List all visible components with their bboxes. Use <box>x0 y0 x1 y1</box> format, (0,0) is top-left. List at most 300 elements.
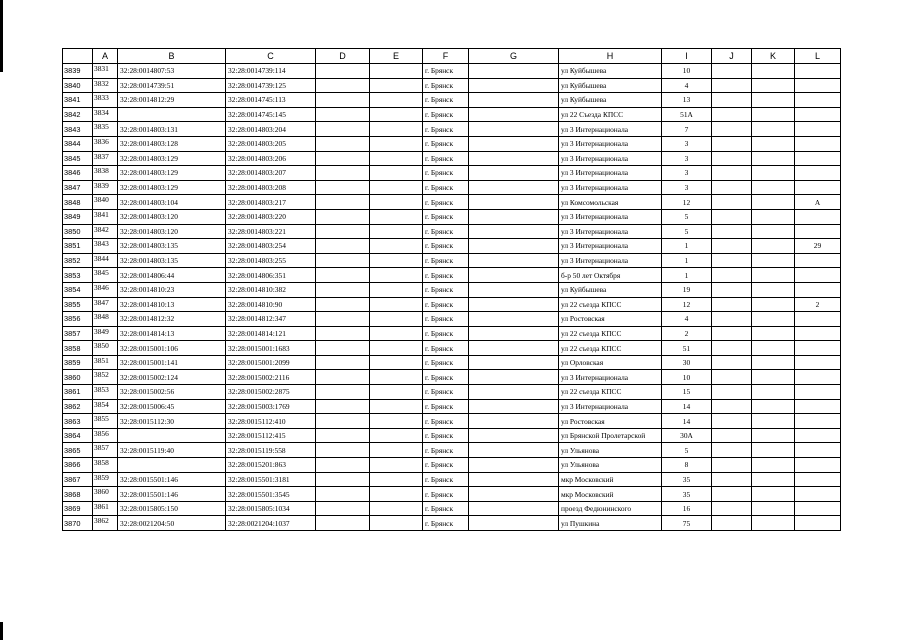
cell-j <box>712 209 752 224</box>
cell-j <box>712 78 752 93</box>
cell-l <box>795 399 841 414</box>
cell-k <box>752 122 795 137</box>
cell-a: 3848 <box>93 312 118 327</box>
cell-c-cadastral-number: 32:28:0014810:382 <box>226 282 316 297</box>
cell-i-house-number: 3 <box>662 166 712 181</box>
table-row <box>63 239 841 254</box>
table-row <box>63 458 841 473</box>
cell-j <box>712 458 752 473</box>
cell-f-city: г. Брянск <box>423 355 469 370</box>
cell-d <box>316 122 370 137</box>
cell-b-cadastral-number: 32:28:0014803:120 <box>118 209 226 224</box>
cell-d <box>316 385 370 400</box>
cell-h-street: ул Куйбышева <box>559 282 662 297</box>
cell-e <box>370 122 423 137</box>
cell-f-city: г. Брянск <box>423 428 469 443</box>
cell-g <box>469 341 559 356</box>
cell-a: 3834 <box>93 107 118 122</box>
cell-l <box>795 341 841 356</box>
row-number: 3844 <box>63 136 93 151</box>
cell-l <box>795 224 841 239</box>
cell-a: 3846 <box>93 282 118 297</box>
cell-j <box>712 355 752 370</box>
cell-k <box>752 472 795 487</box>
cell-a: 3837 <box>93 151 118 166</box>
cell-f-city: г. Брянск <box>423 341 469 356</box>
cell-k <box>752 180 795 195</box>
cell-d <box>316 355 370 370</box>
cell-e <box>370 107 423 122</box>
cell-h-street: ул 22 съезда КПСС <box>559 385 662 400</box>
cell-l <box>795 428 841 443</box>
cell-f-city: г. Брянск <box>423 501 469 516</box>
cell-i-house-number: 5 <box>662 209 712 224</box>
cell-i-house-number: 3 <box>662 151 712 166</box>
cell-c-cadastral-number: 32:28:0015112:410 <box>226 414 316 429</box>
cell-g <box>469 414 559 429</box>
cell-g <box>469 472 559 487</box>
cell-g <box>469 180 559 195</box>
cell-l <box>795 326 841 341</box>
cell-a: 3833 <box>93 93 118 108</box>
table-row <box>63 195 841 210</box>
cell-g <box>469 399 559 414</box>
row-number: 3858 <box>63 341 93 356</box>
cell-g <box>469 487 559 502</box>
cell-d <box>316 136 370 151</box>
cell-c-cadastral-number: 32:28:0014745:145 <box>226 107 316 122</box>
row-number: 3867 <box>63 472 93 487</box>
cell-d <box>316 443 370 458</box>
table-row <box>63 166 841 181</box>
cell-g <box>469 370 559 385</box>
cell-j <box>712 385 752 400</box>
cell-f-city: г. Брянск <box>423 312 469 327</box>
cell-i-house-number: 30А <box>662 428 712 443</box>
cell-i-house-number: 13 <box>662 93 712 108</box>
cell-a: 3843 <box>93 239 118 254</box>
column-header: J <box>712 49 752 64</box>
cell-c-cadastral-number: 32:28:0015003:1769 <box>226 399 316 414</box>
cell-b-cadastral-number: 32:28:0014803:135 <box>118 253 226 268</box>
cell-d <box>316 370 370 385</box>
cell-h-street: ул 3 Интернационала <box>559 166 662 181</box>
cell-f-city: г. Брянск <box>423 93 469 108</box>
cell-f-city: г. Брянск <box>423 136 469 151</box>
cell-d <box>316 93 370 108</box>
cell-e <box>370 312 423 327</box>
cell-l <box>795 209 841 224</box>
cell-h-street: ул 3 Интернационала <box>559 399 662 414</box>
cell-i-house-number: 5 <box>662 443 712 458</box>
cell-d <box>316 107 370 122</box>
cell-d <box>316 151 370 166</box>
cell-b-cadastral-number: 32:28:0014739:51 <box>118 78 226 93</box>
cell-h-street: ул Ульянова <box>559 458 662 473</box>
cell-c-cadastral-number: 32:28:0015501:3181 <box>226 472 316 487</box>
cell-d <box>316 297 370 312</box>
cell-d <box>316 239 370 254</box>
cell-k <box>752 195 795 210</box>
cell-e <box>370 224 423 239</box>
column-header: C <box>226 49 316 64</box>
cell-d <box>316 180 370 195</box>
cell-b-cadastral-number: 32:28:0014803:120 <box>118 224 226 239</box>
row-number: 3851 <box>63 239 93 254</box>
cell-e <box>370 516 423 531</box>
cell-h-street: ул 3 Интернационала <box>559 224 662 239</box>
cell-i-house-number: 14 <box>662 399 712 414</box>
row-number: 3870 <box>63 516 93 531</box>
cell-a: 3849 <box>93 326 118 341</box>
row-number: 3842 <box>63 107 93 122</box>
cell-d <box>316 458 370 473</box>
table-row <box>63 414 841 429</box>
cell-f-city: г. Брянск <box>423 122 469 137</box>
cell-c-cadastral-number: 32:28:0015001:2099 <box>226 355 316 370</box>
table-row <box>63 64 841 79</box>
cell-i-house-number: 35 <box>662 472 712 487</box>
row-number: 3856 <box>63 312 93 327</box>
cell-k <box>752 443 795 458</box>
cell-c-cadastral-number: 32:28:0014806:351 <box>226 268 316 283</box>
cell-i-house-number: 30 <box>662 355 712 370</box>
cell-j <box>712 151 752 166</box>
cell-i-house-number: 10 <box>662 64 712 79</box>
cell-d <box>316 399 370 414</box>
row-number: 3869 <box>63 501 93 516</box>
cell-e <box>370 180 423 195</box>
cell-k <box>752 282 795 297</box>
cell-h-street: ул 22 съезда КПСС <box>559 341 662 356</box>
cell-l <box>795 385 841 400</box>
cell-c-cadastral-number: 32:28:0015112:415 <box>226 428 316 443</box>
cell-h-street: ул Куйбышева <box>559 78 662 93</box>
cell-c-cadastral-number: 32:28:0014803:217 <box>226 195 316 210</box>
cell-b-cadastral-number: 32:28:0014812:29 <box>118 93 226 108</box>
cell-f-city: г. Брянск <box>423 326 469 341</box>
cell-c-cadastral-number: 32:28:0014803:208 <box>226 180 316 195</box>
cell-a: 3841 <box>93 209 118 224</box>
cell-g <box>469 385 559 400</box>
cell-e <box>370 282 423 297</box>
table-row <box>63 209 841 224</box>
column-header: G <box>469 49 559 64</box>
cell-b-cadastral-number <box>118 107 226 122</box>
cell-h-street: мкр Московский <box>559 472 662 487</box>
row-number: 3855 <box>63 297 93 312</box>
cell-l <box>795 501 841 516</box>
cell-f-city: г. Брянск <box>423 166 469 181</box>
cell-c-cadastral-number: 32:28:0014803:221 <box>226 224 316 239</box>
cell-g <box>469 282 559 297</box>
cell-e <box>370 64 423 79</box>
cell-j <box>712 399 752 414</box>
cell-g <box>469 151 559 166</box>
table-row <box>63 151 841 166</box>
cell-d <box>316 414 370 429</box>
cell-h-street: проезд Федюнинского <box>559 501 662 516</box>
table-row <box>63 253 841 268</box>
row-number: 3845 <box>63 151 93 166</box>
cell-a: 3832 <box>93 78 118 93</box>
cell-b-cadastral-number: 32:28:0014810:23 <box>118 282 226 297</box>
cell-k <box>752 428 795 443</box>
cell-e <box>370 501 423 516</box>
row-number: 3864 <box>63 428 93 443</box>
cell-g <box>469 136 559 151</box>
cell-f-city: г. Брянск <box>423 472 469 487</box>
cell-i-house-number: 4 <box>662 312 712 327</box>
cell-b-cadastral-number: 32:28:0014812:32 <box>118 312 226 327</box>
cell-e <box>370 487 423 502</box>
cell-d <box>316 166 370 181</box>
cell-f-city: г. Брянск <box>423 64 469 79</box>
table-row <box>63 224 841 239</box>
row-number: 3862 <box>63 399 93 414</box>
cell-e <box>370 326 423 341</box>
row-number: 3861 <box>63 385 93 400</box>
cell-i-house-number: 1 <box>662 268 712 283</box>
cell-d <box>316 224 370 239</box>
cell-j <box>712 501 752 516</box>
cell-l <box>795 64 841 79</box>
cell-f-city: г. Брянск <box>423 399 469 414</box>
cell-h-street: ул 3 Интернационала <box>559 370 662 385</box>
row-number: 3849 <box>63 209 93 224</box>
cell-a: 3835 <box>93 122 118 137</box>
cell-l <box>795 78 841 93</box>
column-header: I <box>662 49 712 64</box>
cell-k <box>752 239 795 254</box>
cell-k <box>752 385 795 400</box>
cell-h-street: ул 3 Интернационала <box>559 180 662 195</box>
cell-k <box>752 78 795 93</box>
cell-c-cadastral-number: 32:28:0021204:1037 <box>226 516 316 531</box>
cell-j <box>712 370 752 385</box>
cell-f-city: г. Брянск <box>423 282 469 297</box>
cell-k <box>752 209 795 224</box>
cell-c-cadastral-number: 32:28:0014812:347 <box>226 312 316 327</box>
row-number: 3846 <box>63 166 93 181</box>
cell-f-city: г. Брянск <box>423 385 469 400</box>
cell-f-city: г. Брянск <box>423 487 469 502</box>
cell-d <box>316 209 370 224</box>
cell-a: 3831 <box>93 64 118 79</box>
cell-j <box>712 136 752 151</box>
cell-h-street: ул Орловская <box>559 355 662 370</box>
cell-h-street: ул 3 Интернационала <box>559 136 662 151</box>
cell-j <box>712 224 752 239</box>
cell-g <box>469 93 559 108</box>
cell-a: 3839 <box>93 180 118 195</box>
cell-a: 3851 <box>93 355 118 370</box>
scan-edge-mark-bottom <box>0 622 3 640</box>
table-row <box>63 78 841 93</box>
table-row <box>63 282 841 297</box>
cell-b-cadastral-number: 32:28:0015501:146 <box>118 487 226 502</box>
row-number: 3865 <box>63 443 93 458</box>
cell-b-cadastral-number: 32:28:0015002:56 <box>118 385 226 400</box>
cell-l: 29 <box>795 239 841 254</box>
cell-i-house-number: 19 <box>662 282 712 297</box>
cell-g <box>469 224 559 239</box>
cell-l <box>795 268 841 283</box>
cell-b-cadastral-number: 32:28:0015501:146 <box>118 472 226 487</box>
cell-e <box>370 428 423 443</box>
cell-b-cadastral-number: 32:28:0014807:53 <box>118 64 226 79</box>
column-header: B <box>118 49 226 64</box>
cell-k <box>752 107 795 122</box>
cell-c-cadastral-number: 32:28:0014810:90 <box>226 297 316 312</box>
table-row <box>63 297 841 312</box>
cell-l: 2 <box>795 297 841 312</box>
column-header-row <box>63 49 841 64</box>
table-row <box>63 370 841 385</box>
cell-c-cadastral-number: 32:28:0015001:1683 <box>226 341 316 356</box>
cell-b-cadastral-number: 32:28:0015119:40 <box>118 443 226 458</box>
column-header: A <box>93 49 118 64</box>
column-header: E <box>370 49 423 64</box>
column-header <box>63 49 93 64</box>
cell-h-street: ул Комсомольская <box>559 195 662 210</box>
cell-g <box>469 253 559 268</box>
table-row <box>63 326 841 341</box>
cell-l <box>795 282 841 297</box>
cell-h-street: ул 22 Съезда КПСС <box>559 107 662 122</box>
cell-i-house-number: 4 <box>662 78 712 93</box>
cell-k <box>752 399 795 414</box>
cell-c-cadastral-number: 32:28:0015201:863 <box>226 458 316 473</box>
column-header: K <box>752 49 795 64</box>
cell-k <box>752 487 795 502</box>
cell-f-city: г. Брянск <box>423 516 469 531</box>
cell-k <box>752 64 795 79</box>
cell-e <box>370 399 423 414</box>
cell-c-cadastral-number: 32:28:0014745:113 <box>226 93 316 108</box>
cell-d <box>316 428 370 443</box>
cell-i-house-number: 7 <box>662 122 712 137</box>
column-header: D <box>316 49 370 64</box>
column-header: L <box>795 49 841 64</box>
cell-k <box>752 341 795 356</box>
cell-b-cadastral-number: 32:28:0014803:135 <box>118 239 226 254</box>
cell-a: 3850 <box>93 341 118 356</box>
table-row <box>63 516 841 531</box>
cell-e <box>370 370 423 385</box>
cell-e <box>370 268 423 283</box>
table-row <box>63 180 841 195</box>
cell-j <box>712 195 752 210</box>
cell-b-cadastral-number: 32:28:0014810:13 <box>118 297 226 312</box>
cell-c-cadastral-number: 32:28:0014739:125 <box>226 78 316 93</box>
cell-g <box>469 107 559 122</box>
cell-l <box>795 312 841 327</box>
cell-f-city: г. Брянск <box>423 224 469 239</box>
table-row <box>63 385 841 400</box>
cell-k <box>752 297 795 312</box>
cell-e <box>370 166 423 181</box>
cell-l <box>795 472 841 487</box>
cell-h-street: ул 3 Интернационала <box>559 209 662 224</box>
cell-j <box>712 312 752 327</box>
cell-b-cadastral-number <box>118 458 226 473</box>
cell-a: 3862 <box>93 516 118 531</box>
cell-i-house-number: 12 <box>662 195 712 210</box>
cell-h-street: ул 22 съезда КПСС <box>559 297 662 312</box>
cell-b-cadastral-number: 32:28:0014806:44 <box>118 268 226 283</box>
cell-g <box>469 122 559 137</box>
cell-l <box>795 151 841 166</box>
cell-j <box>712 93 752 108</box>
cell-a: 3857 <box>93 443 118 458</box>
cell-h-street: ул 3 Интернационала <box>559 239 662 254</box>
cell-b-cadastral-number: 32:28:0014803:104 <box>118 195 226 210</box>
cell-j <box>712 253 752 268</box>
cell-a: 3852 <box>93 370 118 385</box>
cell-b-cadastral-number: 32:28:0021204:50 <box>118 516 226 531</box>
cell-c-cadastral-number: 32:28:0014803:204 <box>226 122 316 137</box>
cell-h-street: ул 3 Интернационала <box>559 151 662 166</box>
cell-f-city: г. Брянск <box>423 195 469 210</box>
cell-j <box>712 239 752 254</box>
cell-b-cadastral-number: 32:28:0015002:124 <box>118 370 226 385</box>
cell-g <box>469 458 559 473</box>
column-header: F <box>423 49 469 64</box>
cell-f-city: г. Брянск <box>423 370 469 385</box>
cell-l <box>795 355 841 370</box>
cell-j <box>712 414 752 429</box>
cell-h-street: ул 22 съезда КПСС <box>559 326 662 341</box>
cell-h-street: ул Пушкина <box>559 516 662 531</box>
cell-c-cadastral-number: 32:28:0015002:2875 <box>226 385 316 400</box>
cell-h-street: мкр Московский <box>559 487 662 502</box>
cell-e <box>370 78 423 93</box>
cell-j <box>712 297 752 312</box>
cell-f-city: г. Брянск <box>423 253 469 268</box>
table-row <box>63 93 841 108</box>
cell-f-city: г. Брянск <box>423 268 469 283</box>
cell-l <box>795 136 841 151</box>
cell-k <box>752 370 795 385</box>
cell-b-cadastral-number: 32:28:0015112:30 <box>118 414 226 429</box>
cell-a: 3836 <box>93 136 118 151</box>
cell-k <box>752 516 795 531</box>
cell-i-house-number: 15 <box>662 385 712 400</box>
row-number: 3859 <box>63 355 93 370</box>
cell-h-street: ул Куйбышева <box>559 64 662 79</box>
cell-f-city: г. Брянск <box>423 239 469 254</box>
cell-j <box>712 282 752 297</box>
cell-f-city: г. Брянск <box>423 443 469 458</box>
cell-f-city: г. Брянск <box>423 297 469 312</box>
cell-g <box>469 297 559 312</box>
cell-e <box>370 385 423 400</box>
cell-b-cadastral-number: 32:28:0014803:129 <box>118 151 226 166</box>
cell-g <box>469 209 559 224</box>
cell-d <box>316 64 370 79</box>
cell-a: 3858 <box>93 458 118 473</box>
cell-i-house-number: 75 <box>662 516 712 531</box>
cell-l <box>795 487 841 502</box>
cell-d <box>316 341 370 356</box>
cell-l <box>795 122 841 137</box>
cell-d <box>316 195 370 210</box>
cell-e <box>370 151 423 166</box>
table-row <box>63 355 841 370</box>
cell-f-city: г. Брянск <box>423 151 469 166</box>
cell-f-city: г. Брянск <box>423 180 469 195</box>
